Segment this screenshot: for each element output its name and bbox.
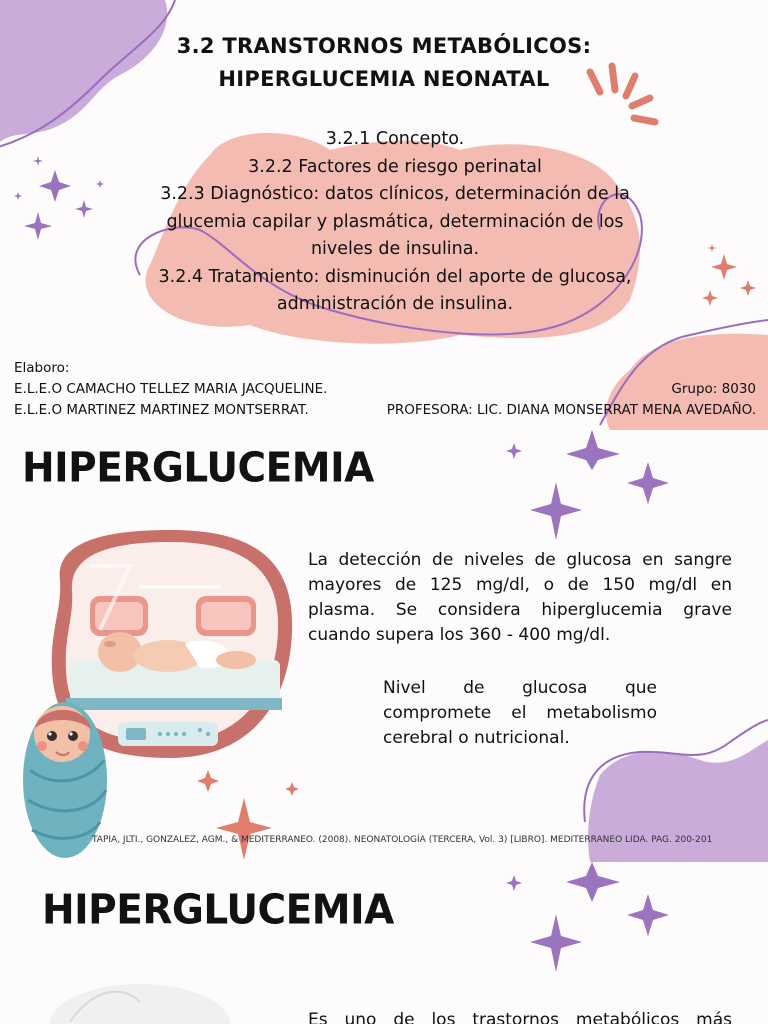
slide-hiperglucemia-2 bbox=[0, 862, 768, 1024]
note-paragraph bbox=[383, 676, 657, 751]
paragraph-line: plasma. Se considera hiperglucemia grave bbox=[308, 600, 732, 620]
slide-heading: HIPERGLUCEMIA bbox=[22, 444, 374, 493]
paragraph-line: cuando supera los 360 - 400 mg/dl. bbox=[308, 625, 611, 645]
table-of-contents bbox=[100, 126, 690, 319]
faded-illustration bbox=[50, 984, 230, 1024]
paragraph-line: compromete el metabolismo bbox=[383, 703, 657, 723]
presentation-title: 3.2 TRANSTORNOS METABÓLICOS: bbox=[176, 34, 592, 58]
slide-heading: HIPERGLUCEMIA bbox=[42, 886, 394, 935]
paragraph-line: Es uno de los trastornos metabólicos más bbox=[308, 1010, 732, 1024]
toc-item: glucemia capilar y plasmática, determinación de los bbox=[166, 211, 624, 232]
sparkle-icon bbox=[506, 862, 669, 972]
sparkle-icon bbox=[197, 770, 299, 860]
presentation-subtitle: HIPERGLUCEMIA NEONATAL bbox=[218, 67, 550, 91]
toc-item: 3.2.2 Factores de riesgo perinatal bbox=[248, 156, 542, 177]
paragraph-line: cerebral o nutricional. bbox=[383, 728, 570, 748]
citation: TAPIA, JLTI., GONZALEZ, AGM., & MEDITERRANEO. (2008). NEONATOLOGÍA (TERCERA, Vol. 3) [LIBRO]. MEDITERRANEO LIDA. PAG. 200-201 bbox=[92, 835, 713, 845]
slide-hiperglucemia-1 bbox=[0, 430, 768, 862]
slide-title bbox=[0, 0, 768, 430]
paragraph-line: La detección de niveles de glucosa en sangre bbox=[308, 550, 732, 570]
author-name: E.L.E.O CAMACHO TELLEZ MARIA JACQUELINE. bbox=[14, 381, 328, 397]
author-name: E.L.E.O MARTINEZ MARTINEZ MONTSERRAT. bbox=[14, 402, 309, 418]
toc-item: niveles de insulina. bbox=[310, 239, 480, 259]
sparkle-icon bbox=[14, 156, 104, 240]
paragraph-line: mayores de 125 mg/dl, o de 150 mg/dl en bbox=[308, 575, 732, 595]
definition-paragraph bbox=[308, 548, 732, 648]
toc-item: 3.2.4 Tratamiento: disminución del aporte de glucosa, bbox=[158, 266, 632, 287]
group-block bbox=[387, 379, 756, 421]
sparkle-icon bbox=[506, 430, 669, 540]
sparkle-icon bbox=[702, 244, 756, 306]
group-label: Grupo: 8030 bbox=[671, 381, 756, 397]
authors-block bbox=[14, 358, 327, 421]
toc-item: administración de insulina. bbox=[276, 294, 514, 314]
paragraph-line: Nivel de glucosa que bbox=[383, 678, 657, 698]
toc-item: 3.2.3 Diagnóstico: datos clínicos, determinación de la bbox=[160, 184, 630, 204]
professor-name: PROFESORA: LIC. DIANA MONSERRAT MENA AVEDAÑO. bbox=[386, 402, 756, 418]
intro-paragraph bbox=[308, 1008, 732, 1024]
toc-item: 3.2.1 Concepto. bbox=[325, 129, 465, 149]
elaboro-label: Elaboro: bbox=[14, 360, 70, 376]
